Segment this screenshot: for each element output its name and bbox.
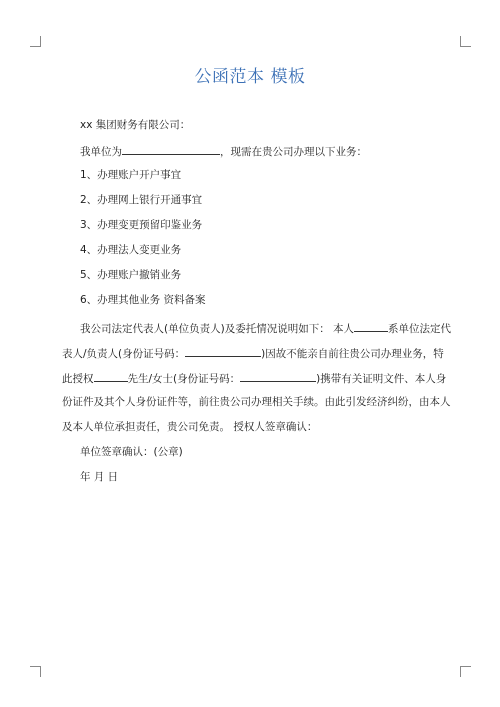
body-text: 此授权 <box>62 373 94 385</box>
body-line-4: 份证件及其个人身份证件等，前往贵公司办理相关手续。由此引发经济纠纷，由本人 <box>62 396 451 408</box>
list-item: 1、办理账户开户事宜 <box>80 169 182 181</box>
unit-name-blank <box>122 143 220 155</box>
id-number-blank <box>185 345 261 357</box>
date-line: 年 月 日 <box>80 471 119 483</box>
person-name-blank <box>354 320 388 332</box>
unit-seal-confirmation: 单位签章确认：(公章) <box>80 446 183 458</box>
body-text: 先生/女士(身份证号码： <box>127 373 241 385</box>
body-line-2 <box>62 345 444 361</box>
agent-id-number-blank <box>240 370 316 382</box>
page-corner-mark-bottom-right <box>460 666 471 677</box>
list-item: 4、办理法人变更业务 <box>80 244 182 256</box>
intro-suffix: ，现需在贵公司办理以下业务： <box>220 146 367 158</box>
intro-prefix: 我单位为 <box>80 146 122 158</box>
body-line-3 <box>62 370 446 386</box>
addressee: xx 集团财务有限公司： <box>80 119 191 131</box>
body-text: 表人/负责人(身份证号码： <box>62 348 186 360</box>
body-text: 系单位法定代 <box>388 323 452 335</box>
body-line-1 <box>80 320 451 336</box>
list-item: 5、办理账户撤销业务 <box>80 269 182 281</box>
body-line-5: 及本人单位承担责任，贵公司免责。 授权人签章确认： <box>62 421 318 433</box>
list-item: 3、办理变更预留印鉴业务 <box>80 219 203 231</box>
body-text: 我公司法定代表人(单位负责人)及委托情况说明如下： 本人 <box>80 323 355 335</box>
agent-name-blank <box>94 370 128 382</box>
page-corner-mark-top-right <box>460 36 471 47</box>
document-title: 公函范本 模板 <box>194 67 306 87</box>
list-item: 2、办理网上银行开通事宜 <box>80 194 203 206</box>
page-corner-mark-bottom-left <box>30 666 41 677</box>
body-text: )携带有关证明文件、本人身 <box>316 373 447 385</box>
list-item: 6、办理其他业务 资料备案 <box>80 294 206 306</box>
page-corner-mark-top-left <box>30 36 41 47</box>
intro-line <box>80 143 367 159</box>
body-text: )因故不能亲自前往贵公司办理业务，特 <box>261 348 444 360</box>
